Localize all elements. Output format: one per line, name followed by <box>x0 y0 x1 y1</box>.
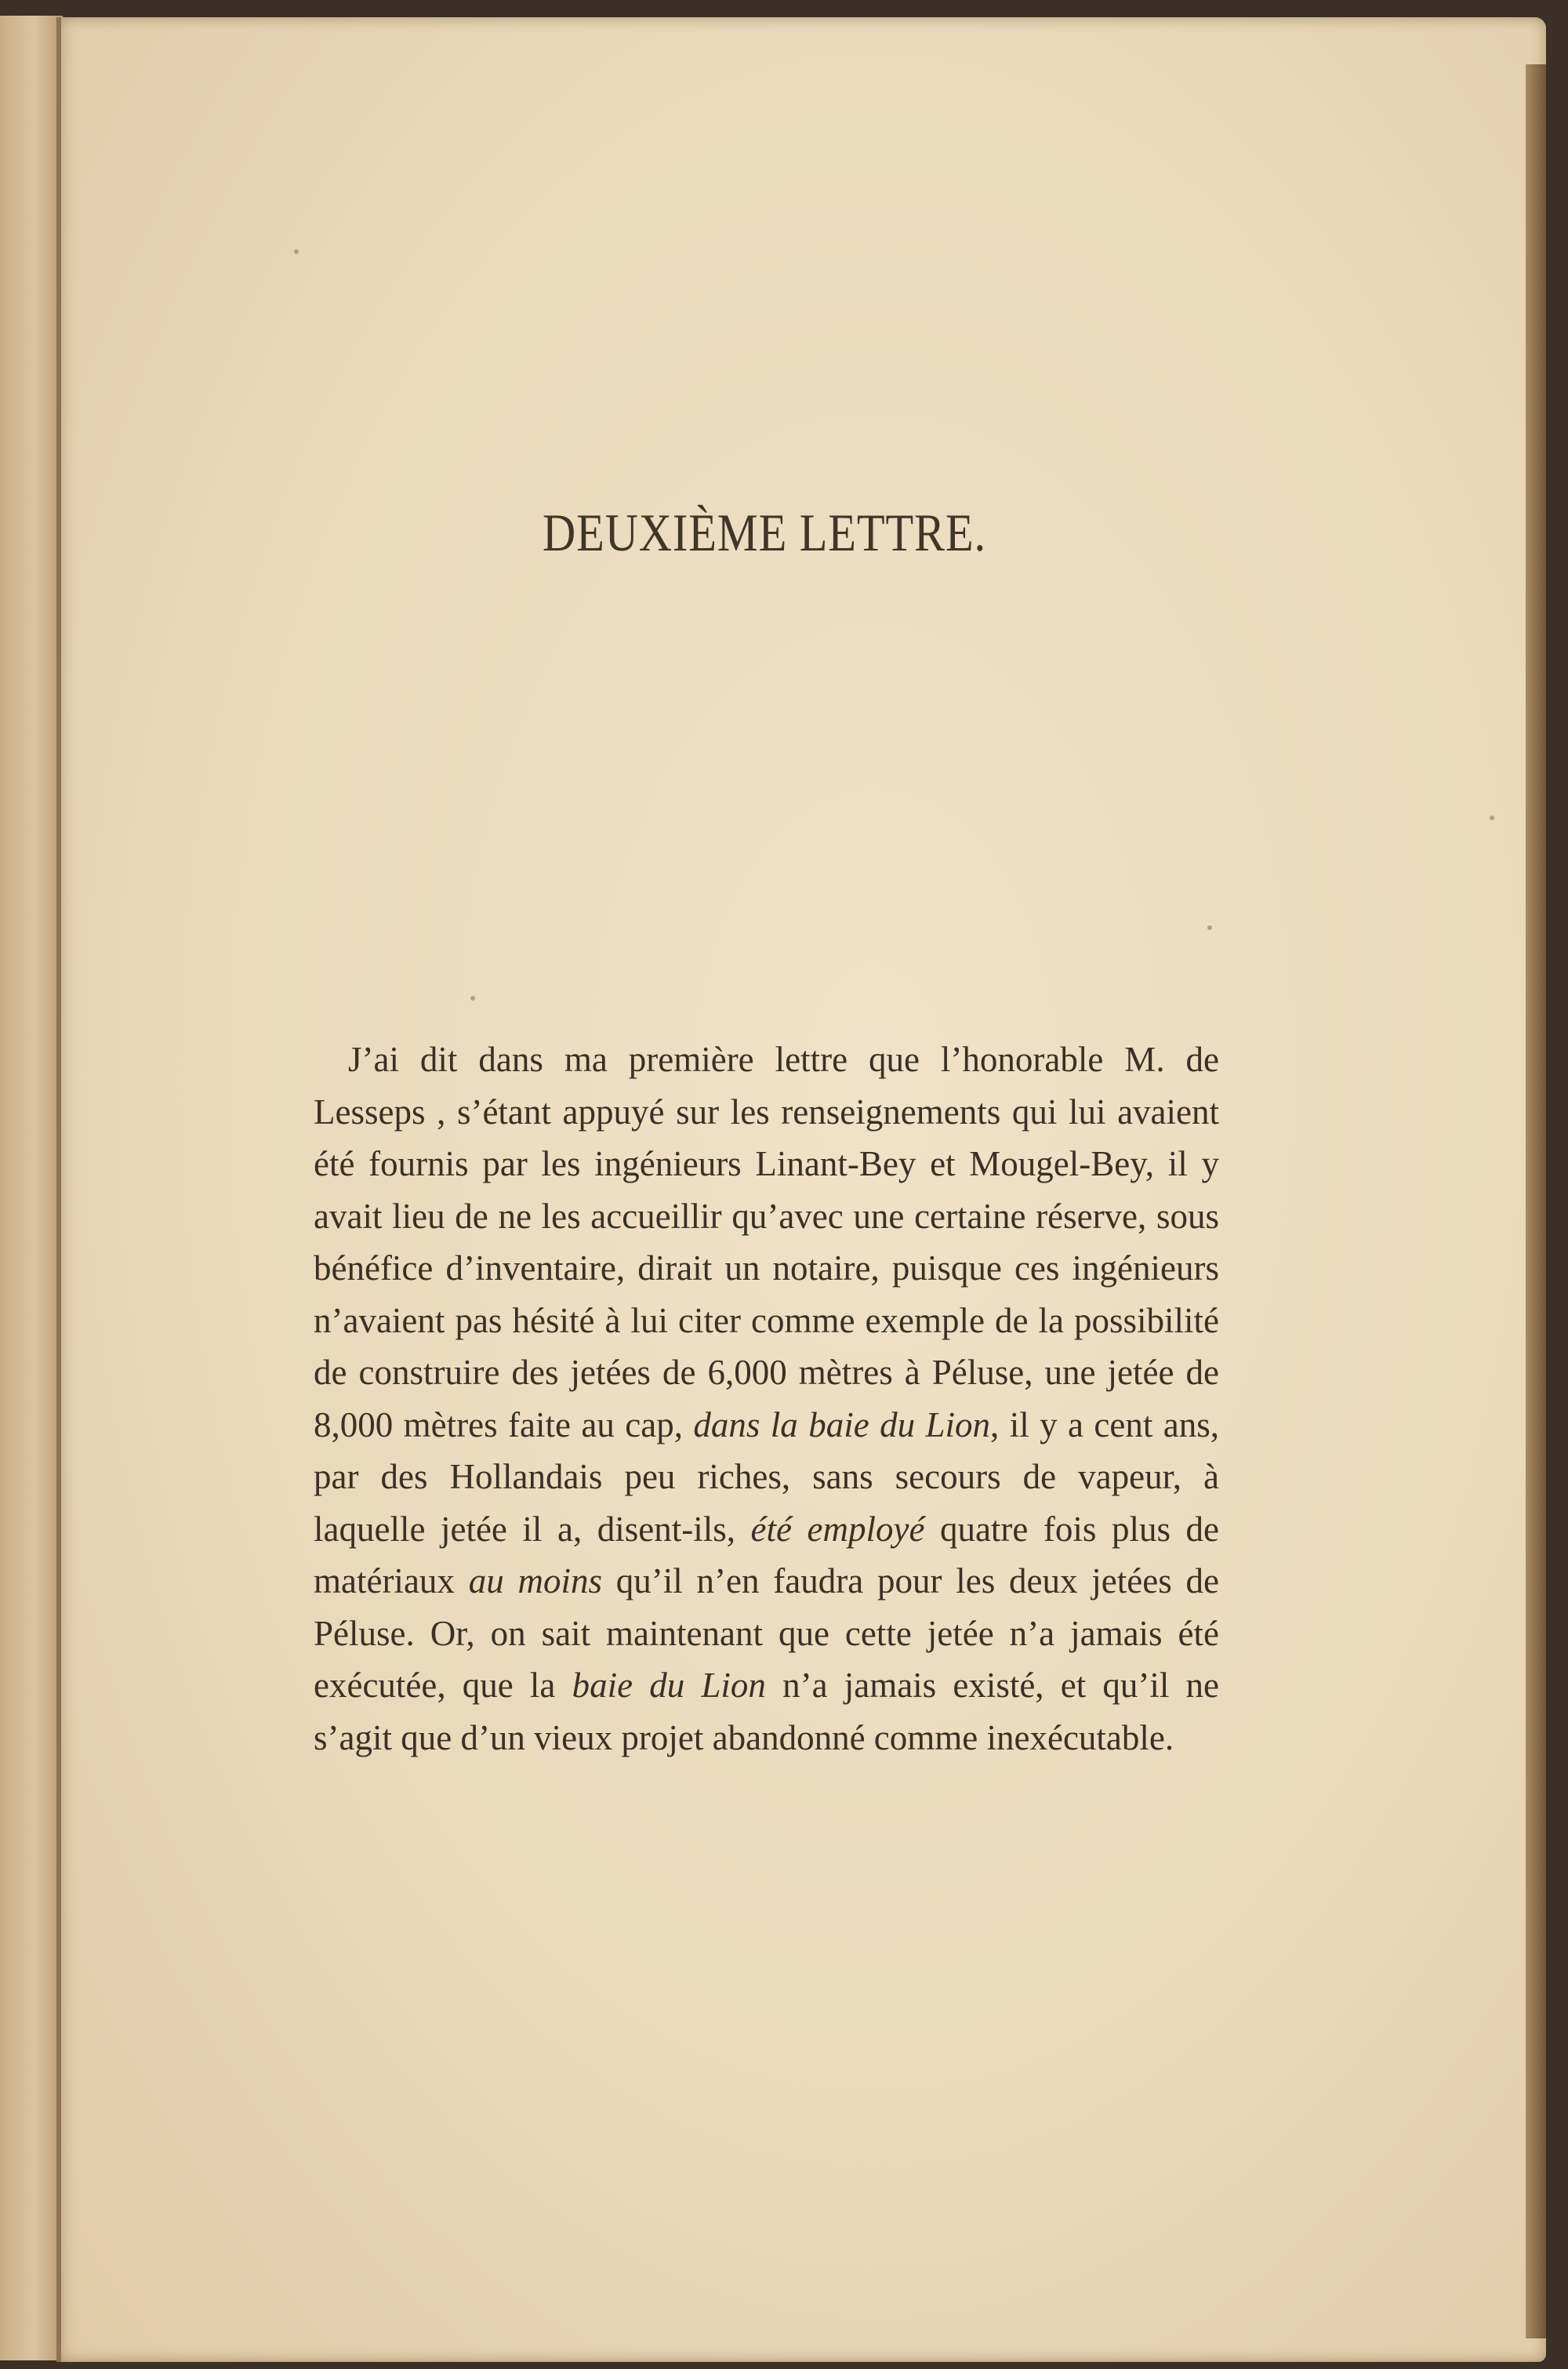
text-run-italic: dans la baie du Lion <box>693 1404 991 1444</box>
text-run: J’ai dit dans ma première lettre que l’honorable M. de Lesseps , s’étant appuyé sur les renseignements qui lui avaient été fournis par les ingénieurs Linant-Bey et Mougel-Bey, il y avait lieu de ne les accueillir qu’avec une certaine réserve, sous bénéfice d’inventaire, dirait un notaire, puisque ces ingénieurs n’avaient pas hésité à lui citer comme exemple de la possibilité de construire des jetées de 6,000 mètres à Péluse, une jetée de 8,000 mètres faite au cap, <box>314 1040 1219 1444</box>
body-text <box>314 1034 1219 1764</box>
paper-speck <box>470 996 475 1001</box>
paper-speck <box>1207 925 1212 930</box>
binding-gutter <box>56 17 61 2362</box>
page-stack-edge <box>1526 64 1546 2338</box>
page-title: DEUXIÈME LETTRE. <box>543 503 986 562</box>
text-run-italic: été employé <box>750 1509 925 1549</box>
text-run: n’a jamais existé, et qu’il ne s’agit que d’un vieux projet abandonné comme inexécutable. <box>314 1666 1219 1757</box>
text-run-italic: au moins <box>468 1561 602 1601</box>
text-run: quatre fois plus de matériaux <box>314 1509 1219 1601</box>
text-run: , il y a cent ans, par des Hollandais peu riches, sans secours de vapeur, à laquelle jetée il a, disent-ils, <box>314 1404 1219 1549</box>
text-run: qu’il n’en faudra pour les deux jetées de Péluse. Or, on sait maintenant que cette jetée n’a jamais été exécutée, que la <box>314 1561 1219 1705</box>
paper-speck <box>1490 816 1494 820</box>
previous-page-edge <box>0 16 63 2360</box>
paragraph <box>314 1034 1219 1764</box>
paper-speck <box>294 249 299 254</box>
text-run-italic: baie du Lion <box>572 1666 766 1705</box>
